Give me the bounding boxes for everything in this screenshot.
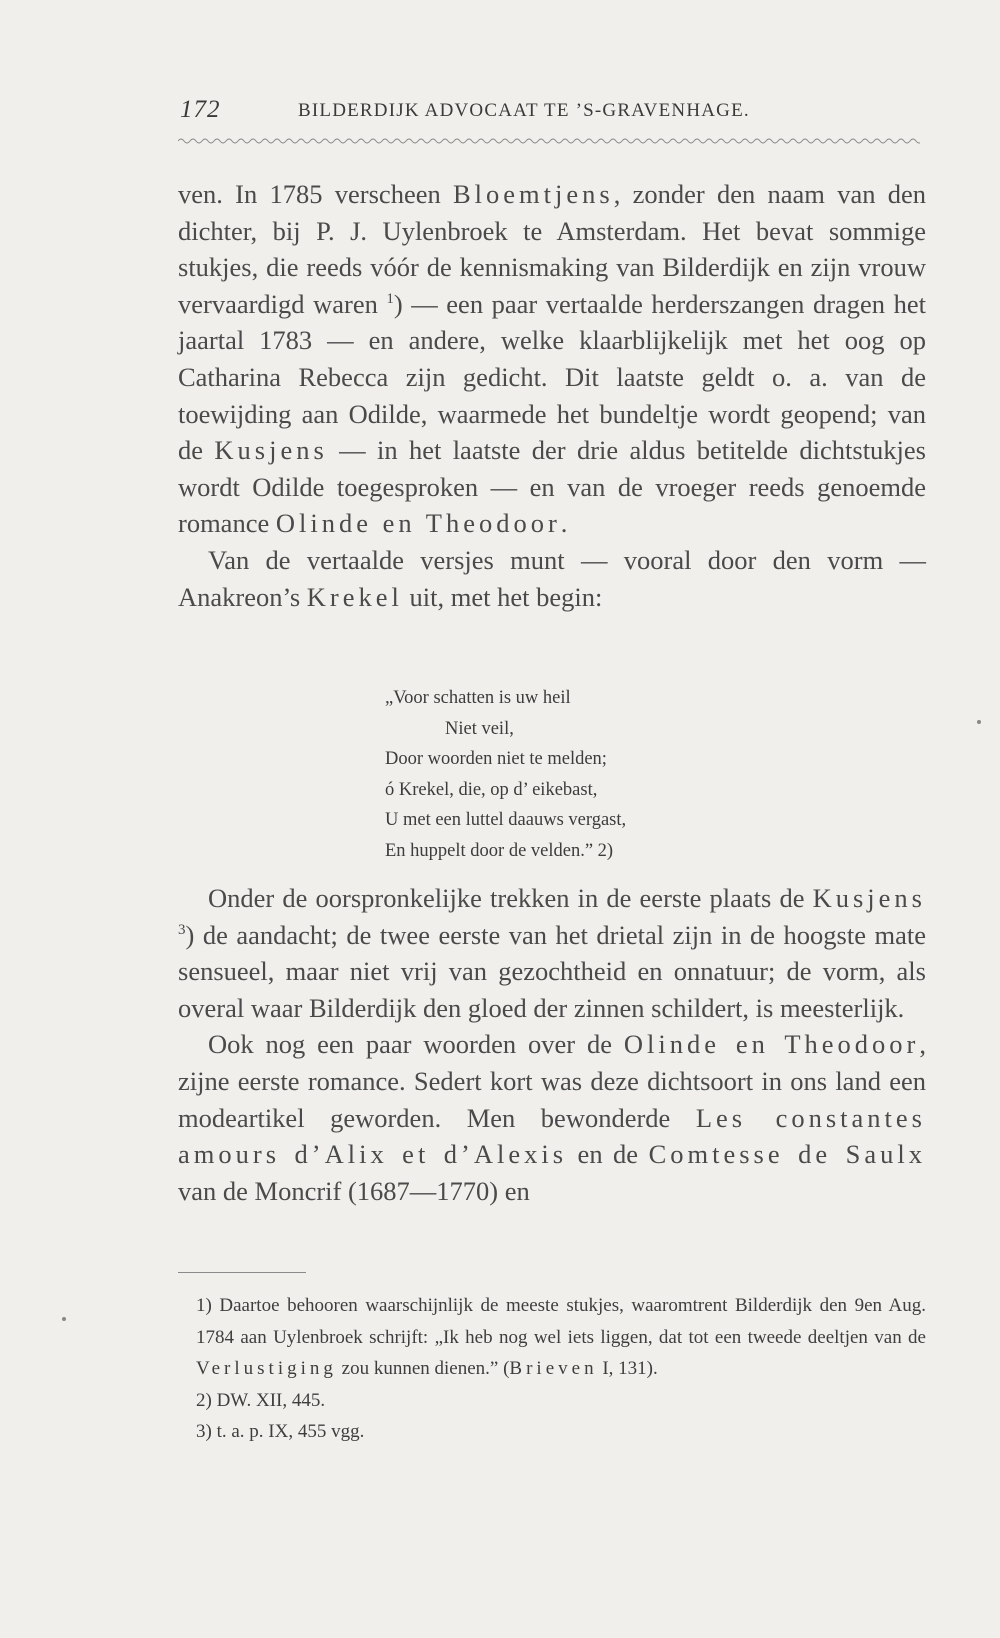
footnote-1: 1) Daartoe behooren waarschijnlijk de meeste stukjes, waaromtrent Bilderdijk den 9en Aug. 1784 aan Uylenbroek schrijft: „Ik heb nog wel iets liggen, dat tot een tweede deeltjen van de Verlustiging zou kunnen dienen.” (Brieven I, 131).: [196, 1295, 926, 1379]
poem-line: En huppelt door de velden.” 2): [385, 840, 614, 861]
paper-speck: [62, 1317, 66, 1321]
poem-line: Door woorden niet te melden;: [385, 749, 607, 770]
page-header: [180, 96, 920, 130]
title-alix-et-alexis: Les constantes amours d’Alix et d’Alexis: [178, 1102, 926, 1170]
poem-line: „Voor schatten is uw heil: [385, 688, 571, 708]
main-text-top: [178, 176, 926, 615]
footnote-ref-1: 1: [386, 290, 394, 307]
paper-speck: [977, 720, 981, 724]
title-kusjens: Kusjens: [812, 883, 926, 913]
wavy-header-rule: [178, 136, 920, 146]
running-title: BILDERDIJK ADVOCAAT TE ’S-GRAVENHAGE.: [298, 100, 750, 121]
poem-line: ó Krekel, die, op d’ eikebast,: [385, 779, 598, 800]
title-comtesse-de-saulx: Comtesse de Saulx: [648, 1139, 926, 1170]
paragraph-2: Van de vertaalde versjes munt — vooral door den vorm — Anakreon’s Krekel uit, met het begin:: [178, 544, 926, 612]
footnote-2: 2) DW. XII, 445.: [196, 1389, 326, 1411]
footnote-divider: [178, 1272, 306, 1273]
title-brieven: Brieven: [509, 1358, 598, 1379]
page-number: 172: [180, 96, 221, 123]
paragraph-4: Ook nog een paar woorden over de Olinde en Theodoor, zijne eerste romance. Sedert kort was deze dichtsoort in ons land een modeartikel geworden. Men bewonderde Les constantes amours d’Alix et d’Alexis en de Comtesse de Saulx van de Moncrif (1687—1770) en: [178, 1029, 926, 1206]
paragraph-1: ven. In 1785 verscheen Bloemtjens, zonder den naam van den dichter, bij P. J. Uylenbroek te Amsterdam. Het bevat sommige stukjes, die reeds vóór de kennismaking van Bilderdijk en zijn vrouw vervaardigd waren $^1$) — een paar vertaalde herderszangen dragen het jaartal 1783 — en andere, welke klaarblijkelijk met het oog op Catharina Rebecca zijn gedicht. Dit laatste geldt o. a. van de toewijding aan Odilde, waarmede het bundeltje wordt geopend; van de Kusjens — in het laatste der drie aldus betitelde dichtstukjes wordt Odilde toegesproken — en van de vroeger reeds genoemde romance Olinde en Theodoor.: [178, 179, 926, 539]
poem-line: U met een luttel daauws vergast,: [385, 810, 627, 831]
paragraph-3: Onder de oorspronkelijke trekken in de eerste plaats de Kusjens $^3$) de aandacht; de twee eerste van het drietal zijn in de hoogste mate sensueel, maar niet vrij van gezochtheid en onnatuur; de vorm, als overal waar Bilderdijk den gloed der zinnen schildert, is meesterlijk.: [178, 883, 926, 1023]
title-bloemtjens: Bloemtjens: [453, 179, 614, 209]
title-olinde-en-theodoor: Olinde en Theodoor: [623, 1029, 920, 1060]
main-text-bottom: [178, 880, 926, 1209]
footnotes: [178, 1290, 926, 1448]
poem-line: Niet veil,: [445, 718, 514, 739]
title-verlustiging: Verlustiging: [196, 1358, 337, 1379]
title-olinde-en-theodoor: Olinde en Theodoor: [275, 508, 561, 539]
title-kusjens: Kusjens: [214, 435, 328, 466]
footnote-3: 3) t. a. p. IX, 455 vgg.: [196, 1421, 365, 1442]
footnote-ref-3: 3: [178, 921, 186, 938]
poem-quotation: [385, 683, 805, 867]
title-krekel: Krekel: [306, 581, 403, 612]
